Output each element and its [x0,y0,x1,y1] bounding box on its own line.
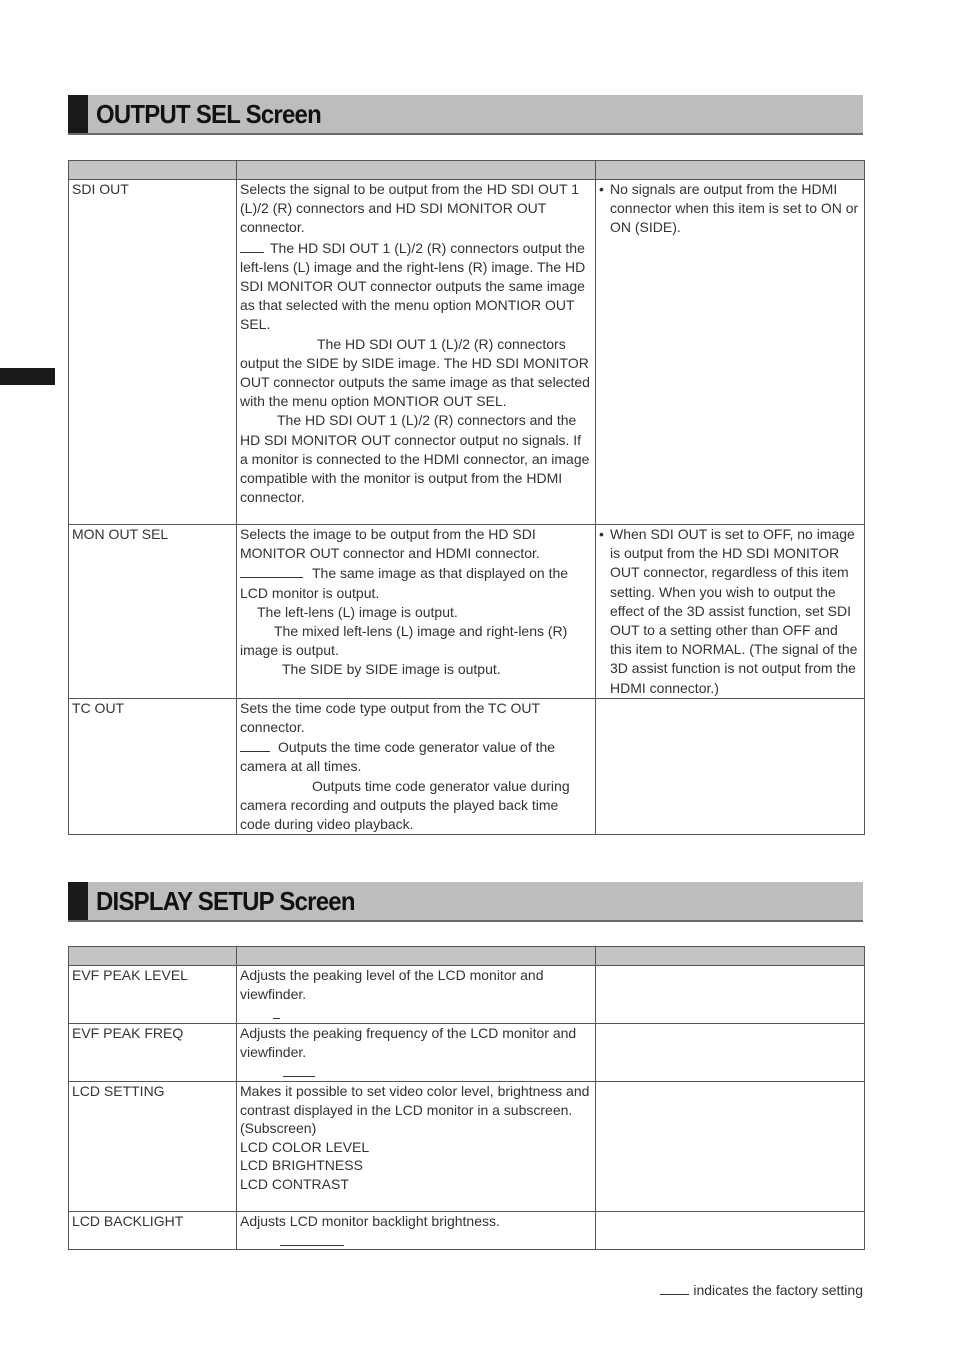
description-text: Adjusts the peaking frequency of the LCD monitor and viewfinder. [240,1025,577,1061]
display-setup-title: DISPLAY SETUP Screen [96,886,355,916]
header-bar-decoration [68,882,88,920]
description-option [240,238,592,335]
output-sel-header [68,95,863,135]
option-text: The left-lens (L) image is output. [257,603,458,620]
remark-text: When SDI OUT is set to OFF, no image is output from the HD SDI MONITOR OUT connector, regardless of this item setting. When you wish to output the effect of the 3D assist function, set SDI OUT to a setting other than OFF and this item to NORMAL. (The signal of the 3D assist function is not output from the HDMI connector.) [610,526,858,696]
display-setup-table [68,946,865,1250]
option-text: The same image as that displayed on the LCD monitor is output. [240,565,569,601]
table-row [69,180,865,525]
description-text: (Subscreen) [240,1120,317,1136]
table-row [69,1082,865,1212]
option-text: The HD SDI OUT 1 (L)/2 (R) connectors output the SIDE by SIDE image. The HD SDI MONITOR OUT connector outputs the same image as that selected with the menu option MONTIOR OUT SEL. [240,335,590,410]
description-option [240,622,592,660]
description-option [240,777,592,835]
table-row [69,1024,865,1082]
side-tab-marker [0,368,55,385]
description-text: LCD BRIGHTNESS [240,1157,363,1173]
description-intro: Sets the time code type output from the TC OUT connector. [240,699,540,736]
display-setup-header [68,882,863,922]
item-remark: • No signals are output from the HDMI connector when this item is set to ON or ON (SIDE). [596,180,865,525]
output-sel-title: OUTPUT SEL Screen [96,99,321,129]
option-text: The mixed left-lens (L) image and right-lens (R) image is output. [240,623,568,659]
description-text: LCD COLOR LEVEL [240,1138,370,1155]
item-description [237,698,596,834]
description-text: Makes it possible to set video color level, brightness and contrast displayed in the LCD monitor in a subscreen. [240,1083,590,1118]
item-remark: • When SDI OUT is set to OFF, no image is output from the HD SDI MONITOR OUT connector, regardless of this item setting. When you wish to output the effect of the 3D assist function, set SDI OUT to a setting other than OFF and this item to NORMAL. (The signal of the 3D assist function is not output from the HDMI connector.) [596,525,865,699]
item-name: EVF PEAK FREQ [69,1024,237,1082]
header-bar-decoration [68,95,88,133]
option-text: Outputs time code generator value during camera recording and outputs the played back time code during video playback. [240,777,570,833]
factory-setting-note [660,1280,863,1298]
description-text: Adjusts LCD monitor backlight brightness. [240,1213,500,1229]
description-option [240,603,592,622]
item-name: LCD BACKLIGHT [69,1212,237,1250]
description-option [240,335,592,412]
table-header-row [69,947,865,966]
description-intro: Selects the signal to be output from the HD SDI OUT 1 (L)/2 (R) connectors and HD SDI MONITOR OUT connector. [240,181,580,236]
option-text: The HD SDI OUT 1 (L)/2 (R) connectors and the HD SDI MONITOR OUT connector output no signals. If a monitor is connected to the HDMI connector, an image compatible with the monitor is output from the HDMI connector. [240,412,590,506]
item-description [237,1082,596,1212]
table-header-row [69,161,865,180]
description-option [240,563,592,602]
item-remark [596,1212,865,1250]
item-description [237,525,596,699]
item-description [237,966,596,1024]
description-text: Adjusts the peaking level of the LCD monitor and viewfinder. [240,967,544,1003]
item-name: TC OUT [69,698,237,834]
item-name: LCD SETTING [69,1082,237,1212]
item-description [237,1212,596,1250]
description-text: LCD CONTRAST [240,1175,349,1192]
option-text: The SIDE by SIDE image is output. [282,661,501,678]
description-intro: Selects the image to be output from the HD SDI MONITOR OUT connector and HDMI connector. [240,526,540,562]
item-name: EVF PEAK LEVEL [69,966,237,1024]
item-name: SDI OUT [69,180,237,525]
table-row [69,698,865,834]
item-name: MON OUT SEL [69,525,237,699]
description-option [240,660,592,679]
description-option [240,737,592,776]
table-row [69,966,865,1024]
footer-text: indicates the factory setting [693,1282,863,1298]
item-remark [596,698,865,834]
item-remark [596,966,865,1024]
item-description [237,1024,596,1082]
item-remark [596,1082,865,1212]
table-row [69,1212,865,1250]
option-text: The HD SDI OUT 1 (L)/2 (R) connectors output the left-lens (L) image and the right-lens (R) image. The HD SDI MONITOR OUT connector outputs the same image as that selected with the menu option MONTIOR OUT SEL. [240,239,586,333]
description-option [240,411,592,507]
underline-sample [660,1280,689,1295]
item-remark [596,1024,865,1082]
item-description [237,180,596,525]
option-text: Outputs the time code generator value of the camera at all times. [240,739,556,775]
table-row [69,525,865,699]
remark-text: No signals are output from the HDMI connector when this item is set to ON or ON (SIDE). [610,181,859,236]
output-sel-table [68,160,865,835]
